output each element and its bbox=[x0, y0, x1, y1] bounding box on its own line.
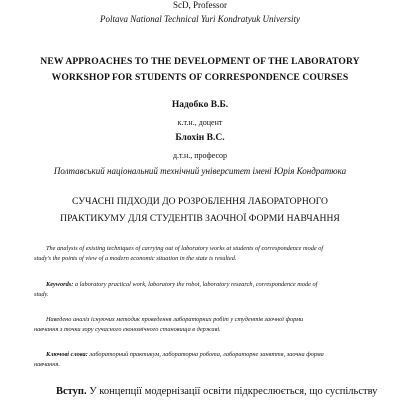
en-university: Poltava National Technical Yuri Kondratyuk University bbox=[99, 14, 301, 24]
intro-text: У концепції модернізації освіти підкреслюється, що суспільству bbox=[86, 386, 378, 397]
intro-paragraph bbox=[34, 386, 378, 397]
en-title-line-1: NEW APPROACHES TO THE DEVELOPMENT OF THE LABORATORY bbox=[40, 56, 360, 67]
keywords-uk-label: Ключові слова: bbox=[46, 351, 88, 358]
en-author-degree: ScD, Professor bbox=[173, 0, 227, 10]
abstract-en-line-2: study's the points of view of a modern economic situation in the state is resulted. bbox=[34, 255, 237, 262]
abstract-en-line-1: The analysis of existing techniques of carrying out of laboratory works at students of correspondence mode of bbox=[46, 245, 324, 252]
keywords-en bbox=[34, 280, 370, 300]
keywords-uk-line-2: навчання. bbox=[34, 361, 60, 368]
uk-author-1-degree: к.т.н., доцент bbox=[177, 118, 223, 127]
keywords-en-line-1: a laboratory practical work, laboratory the robot, laboratory research, correspondence mode of bbox=[73, 281, 318, 288]
uk-author-2-name: Блохін В.С. bbox=[175, 133, 225, 143]
abstract-uk-line-2: навчання з точки зору сучасного економічного становища в державі. bbox=[34, 326, 221, 333]
uk-title-line-1: СУЧАСНІ ПІДХОДИ ДО РОЗРОБЛЕННЯ ЛАБОРАТОРНОГО bbox=[72, 196, 328, 207]
abstract-en bbox=[34, 244, 370, 264]
en-title-line-2: WORKSHOP FOR STUDENTS OF CORRESPONDENCE COURSES bbox=[51, 72, 349, 83]
uk-title-line-2: ПРАКТИКУМУ ДЛЯ СТУДЕНТІВ ЗАОЧНОЇ ФОРМИ НАВЧАННЯ bbox=[60, 213, 340, 224]
keywords-en-line-2: study. bbox=[34, 291, 49, 298]
uk-university: Полтавський національний технічний університет імені Юрія Кондратюка bbox=[53, 166, 347, 176]
keywords-uk-line-1: лабораторний практикум, лабораторна робота, лабораторне заняття, заочна форма bbox=[87, 351, 324, 358]
uk-author-2-degree: д.т.н., професор bbox=[172, 151, 227, 160]
uk-author-1-name: Надобко В.Б. bbox=[171, 100, 229, 110]
abstract-uk bbox=[34, 315, 370, 335]
intro-label: Вступ. bbox=[56, 386, 87, 397]
abstract-uk-line-1: Наведено аналіз існуючих методик проведення лабораторних робіт у студентів заочної форми bbox=[46, 316, 304, 323]
keywords-uk bbox=[34, 350, 370, 370]
keywords-en-label: Keywords: bbox=[46, 281, 74, 288]
